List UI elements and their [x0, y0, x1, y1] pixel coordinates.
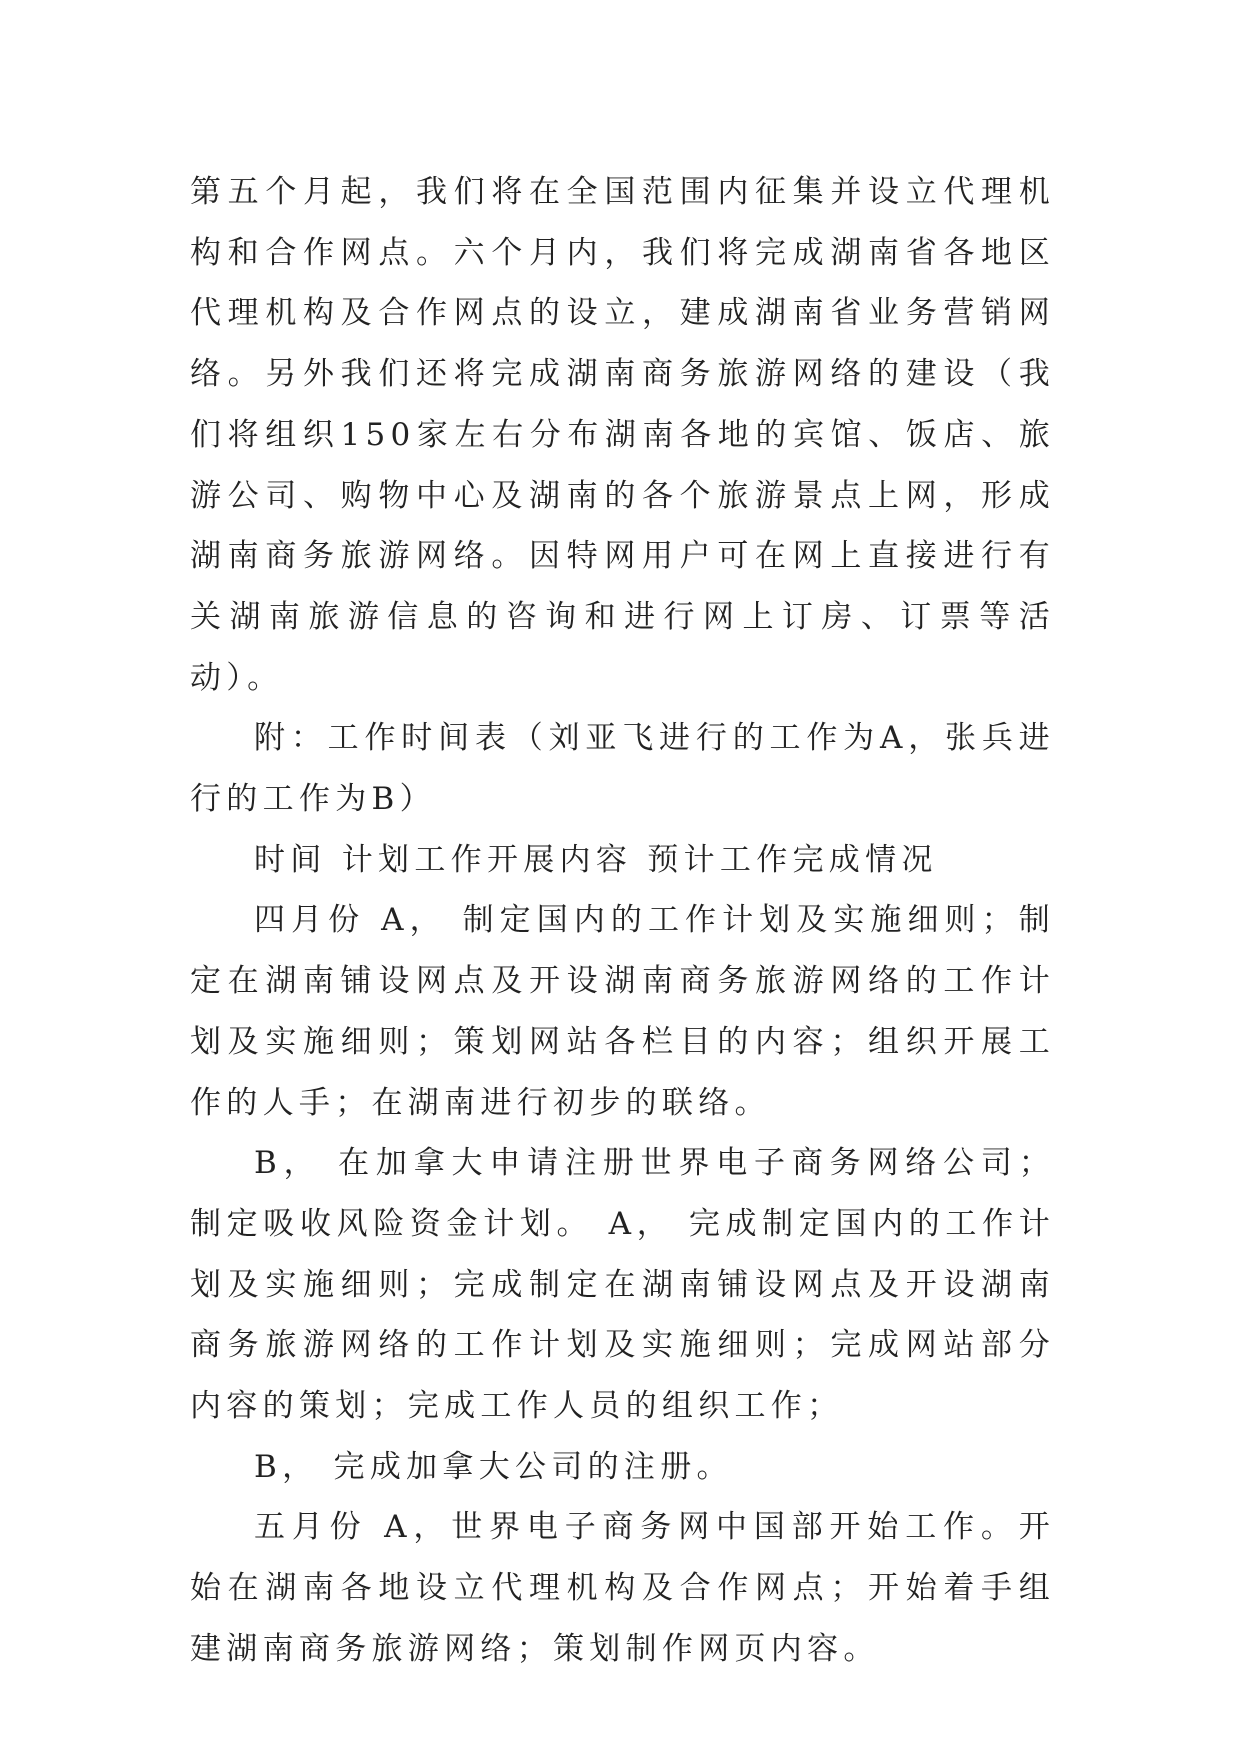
paragraph-april-a: 四月份 A， 制定国内的工作计划及实施细则；制定在湖南铺设网点及开设湖南商务旅游网络的工作计划及实施细则；策划网站各栏目的内容；组织开展工作的人手；在湖南进行初步的联络。	[190, 902, 1055, 1121]
paragraph-april-b: B， 在加拿大申请注册世界电子商务网络公司；制定吸收风险资金计划。 A， 完成制定国内的工作计划及实施细则；完成制定在湖南铺设网点及开设湖南商务旅游网络的工作计划及实施细则；完成网站部分内容的策划；完成工作人员的组织工作；	[190, 1145, 1055, 1425]
paragraph-table-header: 时间 计划工作开展内容 预计工作完成情况	[254, 841, 938, 878]
paragraph-appendix-intro: 附：工作时间表（刘亚飞进行的工作为A，张兵进行的工作为B）	[190, 720, 1055, 818]
paragraph-april-b-result: B， 完成加拿大公司的注册。	[254, 1448, 733, 1485]
paragraph-continuation: 第五个月起，我们将在全国范围内征集并设立代理机构和合作网点。六个月内，我们将完成湖南省各地区代理机构及合作网点的设立，建成湖南省业务营销网络。另外我们还将完成湖南商务旅游网络的建设（我们将组织150家左右分布湖南各地的宾馆、饭店、旅游公司、购物中心及湖南的各个旅游景点上网，形成湖南商务旅游网络。因特网用户可在网上直接进行有关湖南旅游信息的咨询和进行网上订房、订票等活动）。	[190, 174, 1055, 696]
paragraph-may-a: 五月份 A，世界电子商务网中国部开始工作。开始在湖南各地设立代理机构及合作网点；开始着手组建湖南商务旅游网络；策划制作网页内容。	[190, 1509, 1055, 1667]
document-body	[190, 162, 1055, 1680]
